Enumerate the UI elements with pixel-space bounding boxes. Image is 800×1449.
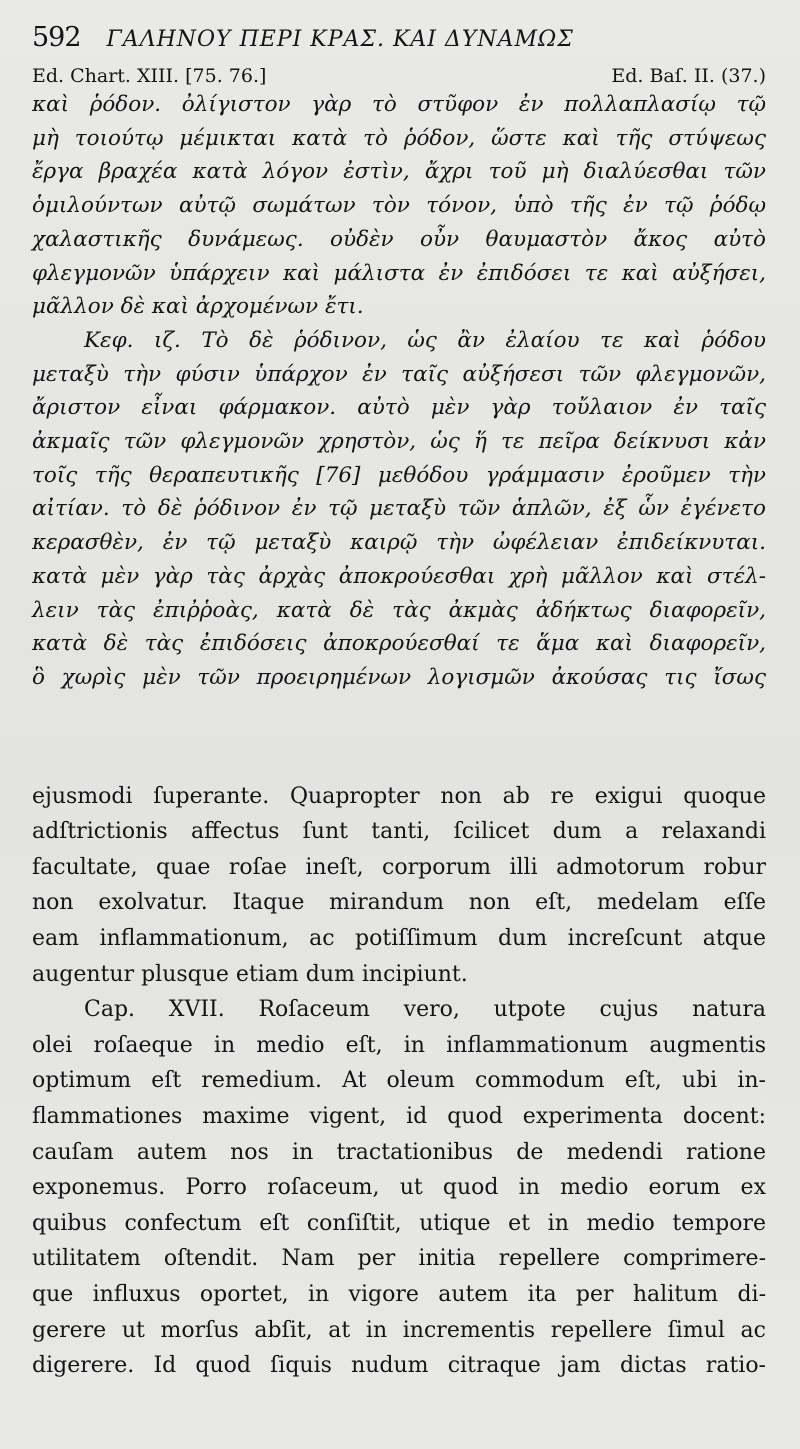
latin-line: optimum eſt remedium. At oleum commodum eſt, ubi in- [32,1068,766,1094]
greek-line: λειν τὰς ἐπιῤῥοὰς, κατὰ δὲ τὰς ἀκμὰς ἀδήκτως διαφορεῖν, [32,597,766,623]
greek-line: ἄριστον εἶναι φάρμακον. αὐτὸ μὲν γὰρ τοὔλαιον ἐν ταῖς [32,395,766,421]
greek-line: Κεφ. ιζ. Τὸ δὲ ῥόδινον, ὡς ἂν ἐλαίου τε καὶ ῥόδου [84,327,766,353]
latin-line: facultate, quae roſae ineſt, corporum illi admotorum robur [32,854,766,880]
latin-text [32,779,766,1384]
greek-line: κατὰ δὲ τὰς ἐπιδόσεις ἀποκρούεσθαί τε ἅμα καὶ διαφορεῖν, [32,631,766,657]
latin-line: digerere. Id quod ſiquis nudum citraque jam dictas ratio- [32,1353,766,1379]
latin-line: augentur plusque etiam dum incipiunt. [32,961,468,987]
greek-text [32,88,766,695]
page-number: 592 [32,22,81,53]
greek-line: τοῖς τῆς θεραπευτικῆς [76] μεθόδου γράμμασιν ἐροῦμεν τὴν [32,462,766,488]
latin-line: Cap. XVII. Roſaceum vero, utpote cujus natura [84,997,766,1023]
latin-line: quibus confectum eſt conſiſtit, utique et in medio tempore [32,1210,766,1236]
greek-line: ὃ χωρὶς μὲν τῶν προειρημένων λογισμῶν ἀκούσας τις ἴσως [32,664,766,690]
greek-line: μὴ τοιούτῳ μέμικται κατὰ τὸ ῥόδον, ὥστε καὶ τῆς στύψεως [32,125,766,151]
latin-line: gerere ut morſus abſit, at in incrementis repellere ſimul ac [32,1317,766,1343]
latin-line: exponemus. Porro roſaceum, ut quod in medio eorum ex [32,1175,766,1201]
greek-line: κερασθὲν, ἐν τῷ μεταξὺ καιρῷ τὴν ὠφέλειαν ἐπιδείκνυται. [32,530,766,556]
edition-references [32,64,766,88]
latin-line: olei roſaeque in medio eſt, in inflammationum augmentis [32,1032,766,1058]
greek-line: χαλαστικῆς δυνάμεως. οὐδὲν οὖν θαυμαστὸν ἄκος αὐτὸ [32,226,766,252]
latin-line: eam inflammationum, ac potiſſimum dum increſcunt atque [32,926,766,952]
latin-line: flammationes maxime vigent, id quod experimenta docent: [32,1104,766,1129]
edition-right: Ed. Baſ. II. (37.) [611,65,766,87]
edition-left: Ed. Chart. XIII. [75. 76.] [32,65,267,87]
latin-line: cauſam autem nos in tractationibus de medendi ratione [32,1139,766,1165]
latin-line: utilitatem oſtendit. Nam per initia repellere comprimere- [32,1246,766,1272]
latin-line: non exolvatur. Itaque mirandum non eſt, medelam eſſe [32,890,766,916]
greek-line: ἀκμαῖς τῶν φλεγμονῶν χρηστὸν, ὡς ἥ τε πεῖρα δείκνυσι κἀν [32,429,766,455]
column-gap [32,695,766,779]
greek-line: μεταξὺ τὴν φύσιν ὑπάρχον ἐν ταῖς αὐξήσεσι τῶν φλεγμονῶν, [32,361,766,387]
greek-line: αἰτίαν. τὸ δὲ ῥόδινον ἐν τῷ μεταξὺ τῶν ἁπλῶν, ἐξ ὧν ἐγένετο [32,496,766,522]
greek-line: ἔργα βραχέα κατὰ λόγον ἐστὶν, ἄχρι τοῦ μὴ διαλύεσθαι τῶν [32,159,766,185]
greek-line: φλεγμονῶν ὑπάρχειν καὶ μάλιστα ἐν ἐπιδόσει τε καὶ αὐξήσει, [32,260,766,286]
page-header [32,22,766,62]
latin-line: adſtrictionis affectus ſunt tanti, ſcilicet dum a relaxandi [32,819,766,845]
running-title: ΓΑΛΗΝΟΥ ΠΕΡΙ ΚΡΑΣ. ΚΑΙ ΔΥΝΑΜΩΣ [106,27,574,52]
greek-line: κατὰ μὲν γὰρ τὰς ἀρχὰς ἀποκρούεσθαι χρὴ μᾶλλον καὶ στέλ- [32,563,766,589]
greek-line: καὶ ῥόδον. ὀλίγιστον γὰρ τὸ στῦφον ἐν πολλαπλασίῳ τῷ [32,92,766,117]
greek-line: μᾶλλον δὲ καὶ ἀρχομένων ἔτι. [32,294,364,320]
latin-line: que influxus oportet, in vigore autem ita per halitum di- [32,1281,766,1307]
latin-line: ejusmodi ſuperante. Quapropter non ab re exigui quoque [32,783,766,809]
greek-line: ὁμιλούντων αὐτῷ σωμάτων τὸν τόνον, ὑπὸ τῆς ἐν τῷ ῥόδῳ [32,193,766,219]
